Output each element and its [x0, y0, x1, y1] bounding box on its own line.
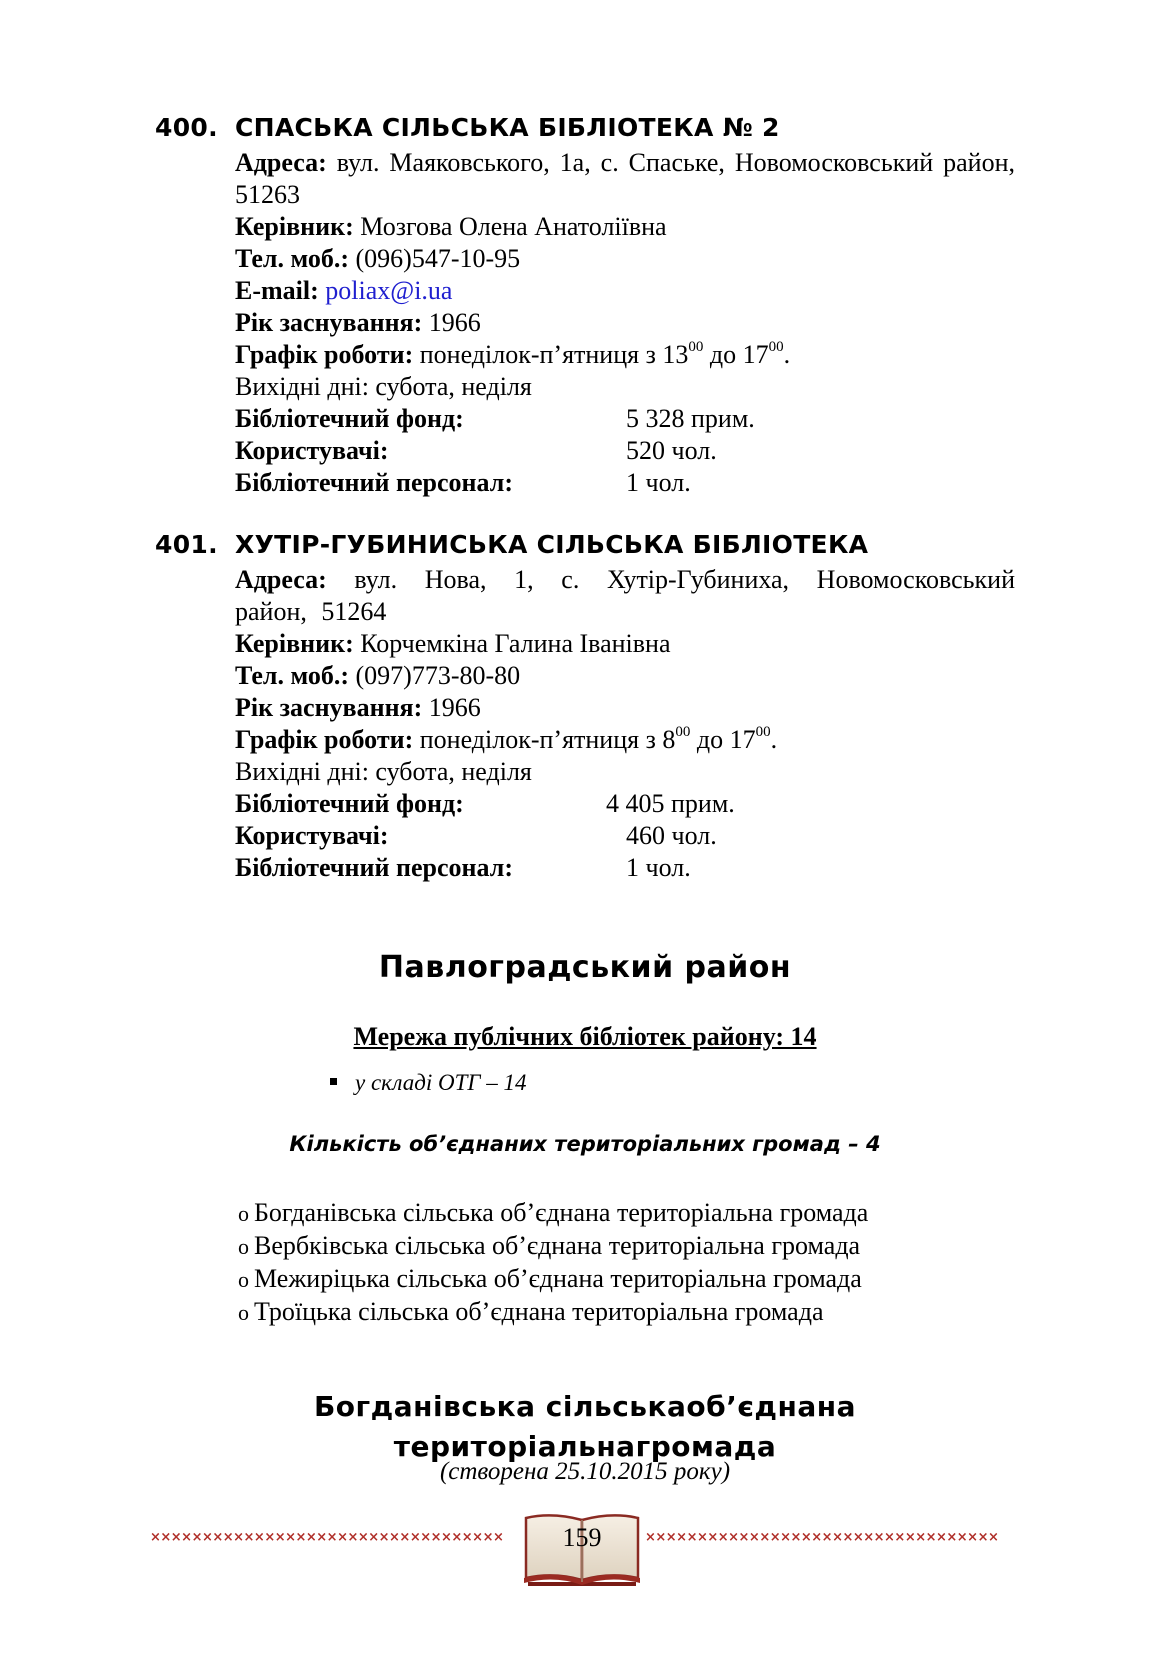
- schedule-end: .: [783, 340, 791, 369]
- entry-heading: [155, 530, 1015, 564]
- schedule-from-minutes: 00: [688, 339, 704, 356]
- page-number: 159: [562, 1523, 602, 1552]
- users-row: [235, 820, 1015, 852]
- schedule-mid: до 17: [696, 725, 756, 754]
- page-footer: [150, 1508, 1010, 1588]
- email-row: [235, 275, 1015, 307]
- list-item: [238, 1197, 868, 1230]
- founded-value: 1966: [428, 693, 481, 722]
- subsection-title: [0, 1387, 1170, 1467]
- users-value: 460 чол.: [626, 821, 717, 850]
- head-label: Керівник:: [235, 629, 354, 658]
- founded-row: [235, 692, 1015, 724]
- communities-count: Кількість об’єднаних територіальних громад – 4: [289, 1132, 881, 1156]
- subsection-title-line1: Богданівська сільськаоб’єднана: [313, 1390, 857, 1423]
- founded-value: 1966: [428, 308, 481, 337]
- head-row: [235, 628, 1015, 660]
- phone-label: Тел. моб.:: [235, 244, 350, 273]
- head-value: Мозгова Олена Анатоліївна: [360, 212, 667, 241]
- fund-row: [235, 403, 1015, 435]
- schedule-from-minutes: 00: [675, 724, 691, 741]
- schedule-row: [235, 339, 1015, 371]
- community-name: Богданівська сільська об’єднана територіальна громада: [254, 1198, 869, 1227]
- entry-name: СПАСЬКА СІЛЬСЬКА БІБЛІОТЕКА № 2: [235, 113, 780, 142]
- phone-row: [235, 243, 1015, 275]
- schedule-label: Графік роботи:: [235, 340, 414, 369]
- schedule-to-minutes: 00: [768, 339, 784, 356]
- ornament-right: ××××××××××××××××××××××××××××××××××: [645, 1530, 999, 1542]
- entry-heading: [155, 113, 1015, 147]
- library-network: [0, 1022, 1170, 1052]
- schedule-end: .: [770, 725, 778, 754]
- schedule-text: понеділок-п’ятниця з 13: [419, 340, 689, 369]
- circle-bullet-icon: o: [238, 1267, 249, 1292]
- days-off: Вихідні дні: субота, неділя: [235, 372, 532, 401]
- head-value: Корчемкіна Галина Іванівна: [360, 629, 671, 658]
- library-network-text: Мережа публічних бібліотек району: 14: [353, 1022, 817, 1051]
- address-value: вул. Нова, 1, с. Хутір-Губиниха, Новомосковський район, 51264: [235, 565, 1015, 626]
- library-entry-400: [155, 113, 1015, 499]
- head-row: [235, 211, 1015, 243]
- circle-bullet-icon: o: [238, 1300, 249, 1325]
- address-value: вул. Маяковського, 1а, с. Спаське, Новомосковський район, 51263: [235, 148, 1015, 209]
- staff-row: [235, 852, 1015, 884]
- founded-label: Рік заснування:: [235, 693, 423, 722]
- head-label: Керівник:: [235, 212, 354, 241]
- list-item: [238, 1263, 868, 1296]
- staff-value: 1 чол.: [626, 853, 691, 882]
- schedule-to-minutes: 00: [755, 724, 771, 741]
- list-item: [238, 1230, 868, 1263]
- subsection-note: (створена 25.10.2015 року): [439, 1458, 731, 1485]
- address-row: [235, 147, 1015, 211]
- district-title: Павлоградський район: [378, 950, 792, 985]
- address-row: [235, 564, 1015, 628]
- address-label: Адреса:: [235, 148, 327, 177]
- users-value: 520 чол.: [626, 436, 717, 465]
- phone-value: (096)547-10-95: [355, 244, 521, 273]
- square-bullet-icon: [330, 1078, 337, 1085]
- community-name: Вербківська сільська об’єднана територіальна громада: [254, 1231, 861, 1260]
- communities-list: [238, 1197, 868, 1329]
- fund-label: Бібліотечний фонд:: [235, 789, 464, 818]
- founded-label: Рік заснування:: [235, 308, 423, 337]
- phone-row: [235, 660, 1015, 692]
- schedule-mid: до 17: [709, 340, 769, 369]
- otg-note-text: у складі ОТГ – 14: [355, 1070, 527, 1095]
- subsection-title-line2: територіальнагромада: [393, 1430, 777, 1463]
- ornament-left: ××××××××××××××××××××××××××××××××××: [150, 1530, 504, 1542]
- email-label: E-mail:: [235, 276, 319, 305]
- users-label: Користувачі:: [235, 821, 389, 850]
- community-name: Троїцька сільська об’єднана територіальна громада: [254, 1297, 824, 1326]
- otg-note: [330, 1070, 526, 1096]
- community-name: Межиріцька сільська об’єднана територіальна громада: [254, 1264, 862, 1293]
- phone-label: Тел. моб.:: [235, 661, 350, 690]
- address-label: Адреса:: [235, 565, 327, 594]
- email-link[interactable]: poliax@i.ua: [325, 276, 453, 305]
- schedule-label: Графік роботи:: [235, 725, 414, 754]
- fund-value: 4 405 прим.: [606, 789, 735, 818]
- users-label: Користувачі:: [235, 436, 389, 465]
- schedule-row: [235, 724, 1015, 756]
- staff-value: 1 чол.: [626, 468, 691, 497]
- schedule-text: понеділок-п’ятниця з 8: [419, 725, 676, 754]
- entry-number: 400.: [155, 113, 218, 142]
- circle-bullet-icon: o: [238, 1234, 249, 1259]
- fund-row: [235, 788, 1015, 820]
- founded-row: [235, 307, 1015, 339]
- library-entry-401: [155, 530, 1015, 884]
- staff-label: Бібліотечний персонал:: [235, 853, 513, 882]
- days-off: Вихідні дні: субота, неділя: [235, 757, 532, 786]
- staff-label: Бібліотечний персонал:: [235, 468, 513, 497]
- staff-row: [235, 467, 1015, 499]
- users-row: [235, 435, 1015, 467]
- circle-bullet-icon: o: [238, 1201, 249, 1226]
- fund-value: 5 328 прим.: [626, 404, 755, 433]
- entry-number: 401.: [155, 530, 218, 559]
- phone-value: (097)773-80-80: [355, 661, 521, 690]
- fund-label: Бібліотечний фонд:: [235, 404, 464, 433]
- list-item: [238, 1296, 868, 1329]
- entry-name: ХУТІР-ГУБИНИСЬКА СІЛЬСЬКА БІБЛІОТЕКА: [235, 530, 869, 559]
